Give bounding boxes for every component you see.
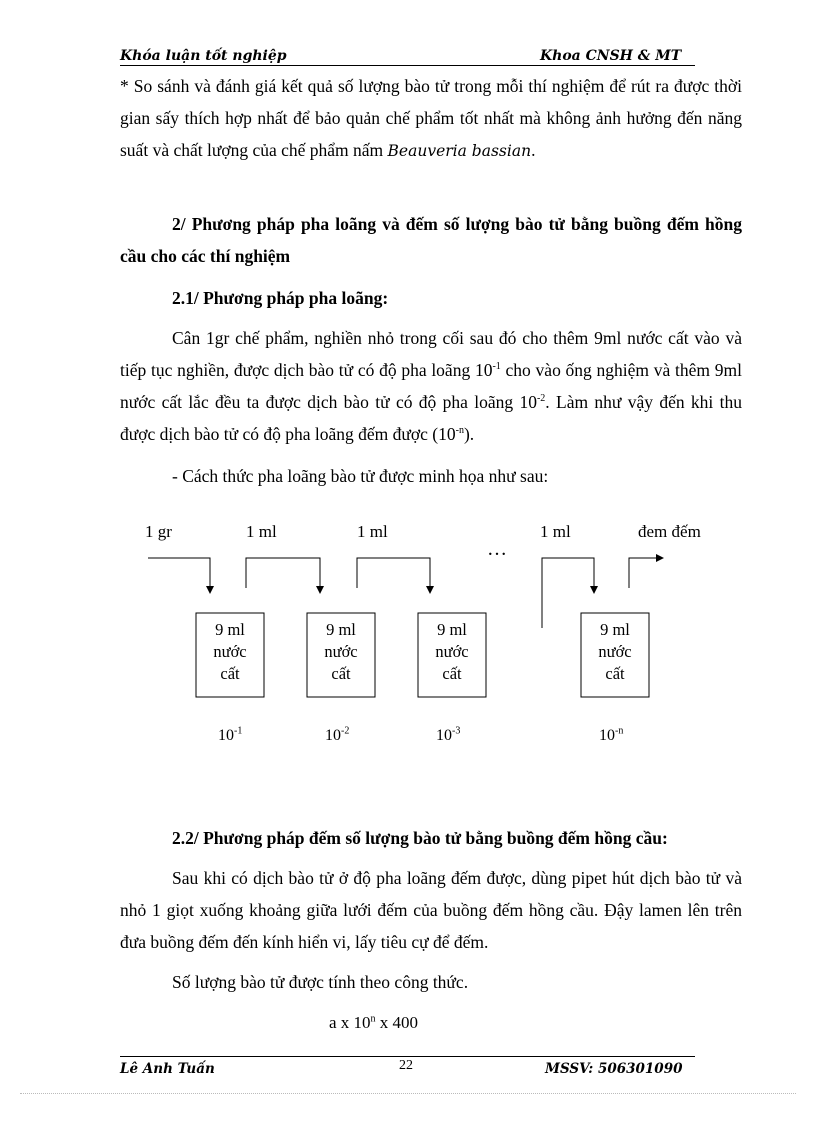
- section-heading-2-1: 2.1/ Phương pháp pha loãng:: [172, 288, 389, 308]
- arrow-count: [629, 558, 660, 588]
- arrow-transfer: [357, 558, 430, 590]
- dilution-factor: $10^{-3}$: [436, 725, 461, 744]
- header-right: Khoa CNSH & MT: [540, 48, 682, 64]
- footer-author: Lê Anh Tuấn: [120, 1061, 215, 1077]
- transfer-label: 1 ml: [540, 522, 571, 541]
- section-heading-2: 2/ Phương pháp pha loãng và đếm số lượng bào tử bằng buồng đếm hồng cầu cho các thí nghiệm: [120, 214, 742, 266]
- method-line: - Cách thức pha loãng bào tử được minh họa như sau:: [172, 466, 549, 486]
- formula-intro: Số lượng bào tử được tính theo công thức.: [172, 972, 469, 992]
- formula: a x 10$^n$ x 400: [329, 1013, 419, 1032]
- transfer-label: 1 ml: [357, 522, 388, 541]
- header-left: Khóa luận tốt nghiệp: [120, 48, 287, 64]
- page-number: 22: [399, 1058, 413, 1073]
- tube-label: 9 ml nước cất: [324, 620, 358, 683]
- dilution-factor: $10^{-1}$: [218, 725, 243, 744]
- transfer-label: 1 ml: [246, 522, 277, 541]
- dilution-factor: $10^{-n}$: [599, 725, 624, 744]
- tube-label: 9 ml nước cất: [598, 620, 632, 683]
- dilution-factor: $10^{-2}$: [325, 725, 350, 744]
- dilution-paragraph: Cân 1gr chế phẩm, nghiền nhỏ trong cối sau đó cho thêm 9ml nước cất vào và tiếp tục nghiền, được dịch bào tử có độ pha loãng $10^{-1}$ cho vào ống nghiệm và thêm 9ml nước cất lắc đều ta được dịch bào tử có độ pha loãng $10^{-2}$. Làm như vậy đến khi thu được dịch bào tử có độ pha loãng đếm được $(10^{-n})$.: [120, 328, 742, 444]
- page-edge-dots: [20, 1093, 796, 1094]
- start-label: 1 gr: [145, 522, 172, 541]
- footer-student-id: MSSV: 506301090: [545, 1061, 683, 1077]
- section-heading-2-2: 2.2/ Phương pháp đếm số lượng bào tử bằng buồng đếm hồng cầu:: [172, 828, 668, 848]
- tube-label: 9 ml nước cất: [213, 620, 247, 683]
- tube-label: 9 ml nước cất: [435, 620, 469, 683]
- intro-paragraph: * So sánh và đánh giá kết quả số lượng bào tử trong mỗi thí nghiệm để rút ra được thời gian sấy thích hợp nhất để bảo quản chế phẩm tốt nhất mà không ảnh hưởng đến năng suất và chất lượng của chế phẩm nấm Beauveria bassian.: [120, 76, 742, 160]
- arrow-start: [148, 558, 210, 590]
- end-label: đem đếm: [638, 522, 701, 541]
- footer-rule: [120, 1056, 695, 1057]
- counting-paragraph: Sau khi có dịch bào tử ở độ pha loãng đếm được, dùng pipet hút dịch bào tử và nhỏ 1 giọt xuống khoảng giữa lưới đếm của buồng đếm hồng cầu. Đậy lamen lên trên đưa buồng đếm đến kính hiển vi, lấy tiêu cự để đếm.: [120, 868, 742, 952]
- arrow-transfer: [246, 558, 320, 590]
- ellipsis: …: [487, 538, 507, 560]
